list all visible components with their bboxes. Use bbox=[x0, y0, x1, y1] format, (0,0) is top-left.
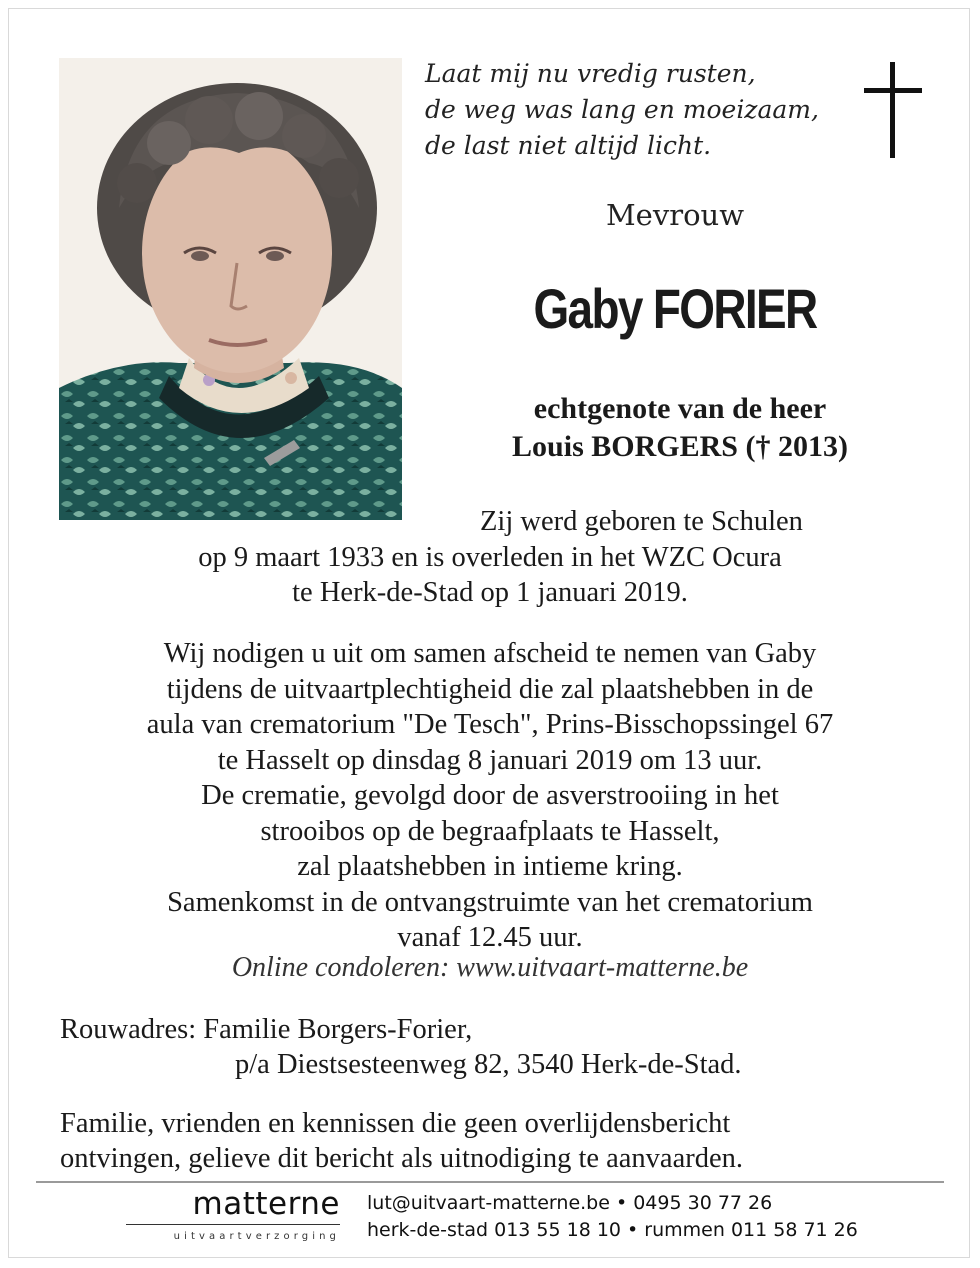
portrait-illustration bbox=[59, 58, 402, 520]
address-line: Rouwadres: Familie Borgers-Forier, bbox=[60, 1014, 473, 1045]
closing-note bbox=[60, 1106, 940, 1176]
portrait-photo bbox=[59, 58, 402, 520]
poem-line: de weg was lang en moeizaam, bbox=[425, 95, 819, 124]
invitation-line: zal plaatshebben in intieme kring. bbox=[297, 851, 683, 882]
poem-line: Laat mij nu vredig rusten, bbox=[425, 59, 756, 88]
logo-subtitle: uitvaartverzorging bbox=[173, 1231, 340, 1242]
invitation-line: Wij nodigen u uit om samen afscheid te nemen van Gaby bbox=[163, 638, 817, 669]
spouse-line: Louis BORGERS († 2013) bbox=[512, 430, 848, 463]
poem-line: de last niet altijd licht. bbox=[425, 131, 712, 160]
mourning-address bbox=[60, 1012, 940, 1082]
footer-contact bbox=[367, 1190, 947, 1244]
invitation-line: aula van crematorium "De Tesch", Prins-Bisschopssingel 67 bbox=[146, 709, 834, 740]
birth-line: op 9 maart 1933 en is overleden in het WZC Ocura bbox=[198, 541, 782, 573]
closing-line: Familie, vrienden en kennissen die geen overlijdensbericht bbox=[60, 1108, 731, 1139]
poem bbox=[425, 56, 845, 164]
closing-line: ontvingen, gelieve dit bericht als uitnodiging te aanvaarden. bbox=[60, 1143, 743, 1174]
contact-line-phones: herk-de-stad 013 55 18 10 • rummen 011 58 71 26 bbox=[367, 1219, 858, 1241]
invitation-paragraph bbox=[40, 636, 940, 956]
spouse-line: echtgenote van de heer bbox=[533, 392, 827, 425]
salutation: Mevrouw bbox=[605, 198, 745, 232]
invitation-line: te Hasselt op dinsdag 8 januari 2019 om 13 uur. bbox=[217, 744, 763, 776]
matterne-logo bbox=[126, 1186, 340, 1242]
cross-icon bbox=[864, 62, 922, 158]
online-condolence-link[interactable]: Online condoleren: www.uitvaart-matterne.be bbox=[231, 952, 749, 983]
birth-line: te Herk-de-Stad op 1 januari 2019. bbox=[292, 577, 688, 608]
invitation-line: Samenkomst in de ontvangstruimte van het crematorium bbox=[167, 886, 813, 918]
contact-line-email[interactable]: lut@uitvaart-matterne.be • 0495 30 77 26 bbox=[367, 1192, 773, 1214]
invitation-line: tijdens de uitvaartplechtigheid die zal plaatshebben in de bbox=[166, 673, 814, 705]
invitation-line: De crematie, gevolgd door de asverstrooiing in het bbox=[201, 780, 779, 811]
logo-underline bbox=[126, 1224, 340, 1225]
invitation-line: vanaf 12.45 uur. bbox=[397, 922, 583, 953]
deceased-name: Gaby FORIER bbox=[533, 277, 817, 340]
birth-line: Zij werd geboren te Schulen bbox=[480, 506, 803, 537]
address-line: p/a Diestsesteenweg 82, 3540 Herk-de-Stad. bbox=[235, 1049, 742, 1080]
birth-paragraph bbox=[40, 504, 940, 611]
footer-divider bbox=[36, 1181, 944, 1183]
invitation-line: strooibos op de begraafplaats te Hasselt, bbox=[260, 815, 720, 847]
logo-word: matterne bbox=[192, 1186, 340, 1222]
spouse-info bbox=[430, 390, 930, 466]
